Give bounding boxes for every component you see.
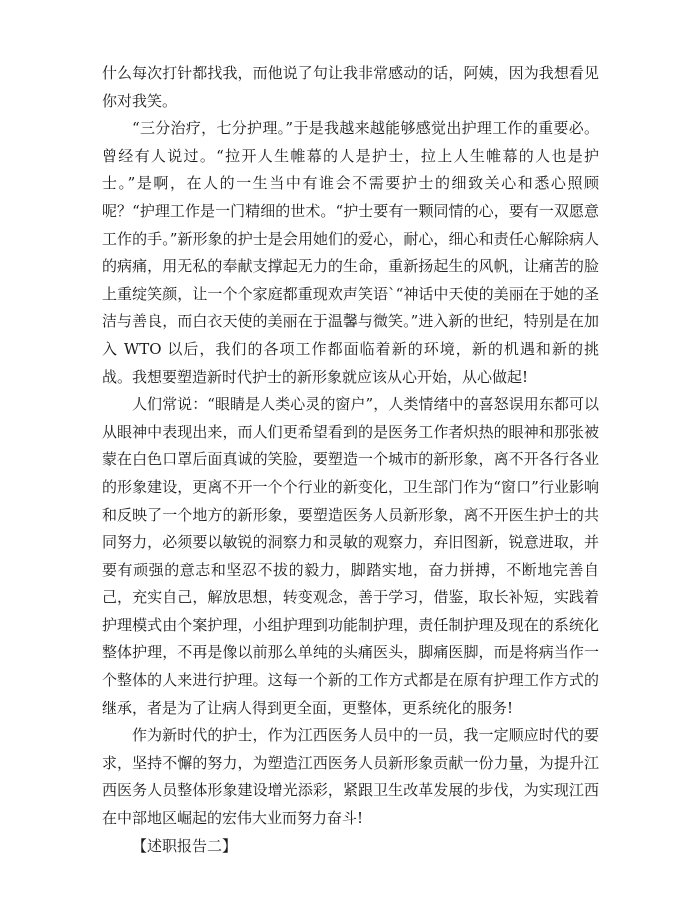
document-body: [102, 60, 599, 860]
paragraph-nursing-importance: “三分治疗，七分护理。”于是我越来越能够感觉出护理工作的重要必。曾经有人说过。“拉开人生帷幕的人是护士，拉上人生帷幕的人也是护士。”是啊，在人的一生当中有谁会不需要护士的细致关心和悉心照顾呢？“护理工作是一门精细的世术。“护士要有一颗同情的心，要有一双愿意工作的手。”新形象的护士是会用她们的爱心，耐心，细心和责任心解除病人的病痛，用无私的奉献支撑起无力的生命，重新扬起生的风帆，让痛苦的脸上重绽笑颜，让一个个家庭都重现欢声笑语`“神话中天使的美丽在于她的圣洁与善良，而白衣天使的美丽在于温馨与微笑。”进入新的世纪，特别是在加入 WTO 以后，我们的各项工作都面临着新的环境，新的机遇和新的挑战。我想要塑造新时代护士的新形象就应该从心开始，从心做起!: [102, 119, 599, 386]
section-heading: 【述职报告二】: [132, 836, 238, 855]
paragraph-new-image: 人们常说：“眼睛是人类心灵的窗户”，人类情绪中的喜怒误用东都可以从眼神中表现出来，而人们更希望看到的是医务工作者炽热的眼神和那张被蒙在白色口罩后面真诚的笑脸，要塑造一个城市的新形象，离不开各行各业的形象建设，更离不开一个个行业的新变化，卫生部门作为“窗口”行业影响和反映了一个地方的新形象，要塑造医务人员新形象，离不开医生护士的共同努力，必须要以敏锐的洞察力和灵敏的观察力，弃旧图新，锐意进取，并要有顽强的意志和坚忍不拔的毅力，脚踏实地，奋力拼搏，不断地完善自己，充实自己，解放思想，转变观念，善于学习，借鉴，取长补短，实践着护理模式由个案护理，小组护理到功能制护理，责任制护理及现在的系统化整体护理，不再是像以前那么单纯的头痛医头，脚痛医脚，而是将病当作一个整体的人来进行护理。这每一个新的工作方式都是在原有护理工作方式的继承，者是为了让病人得到更全面，更整体，更系统化的服务!: [102, 395, 599, 717]
paragraph-continued: 什么每次打针都找我，而他说了句让我非常感动的话，阿姨，因为我想看见你对我笑。: [102, 64, 599, 110]
paragraph-commitment: 作为新时代的护士，作为江西医务人员中的一员，我一定顺应时代的要求，坚持不懈的努力，为塑造江西医务人员新形象贡献一份力量，为提升江西医务人员整体形象建设增光添彩，紧跟卫生改革发展的步伐，为实现江西在中部地区崛起的宏伟大业而努力奋斗!: [102, 726, 599, 828]
